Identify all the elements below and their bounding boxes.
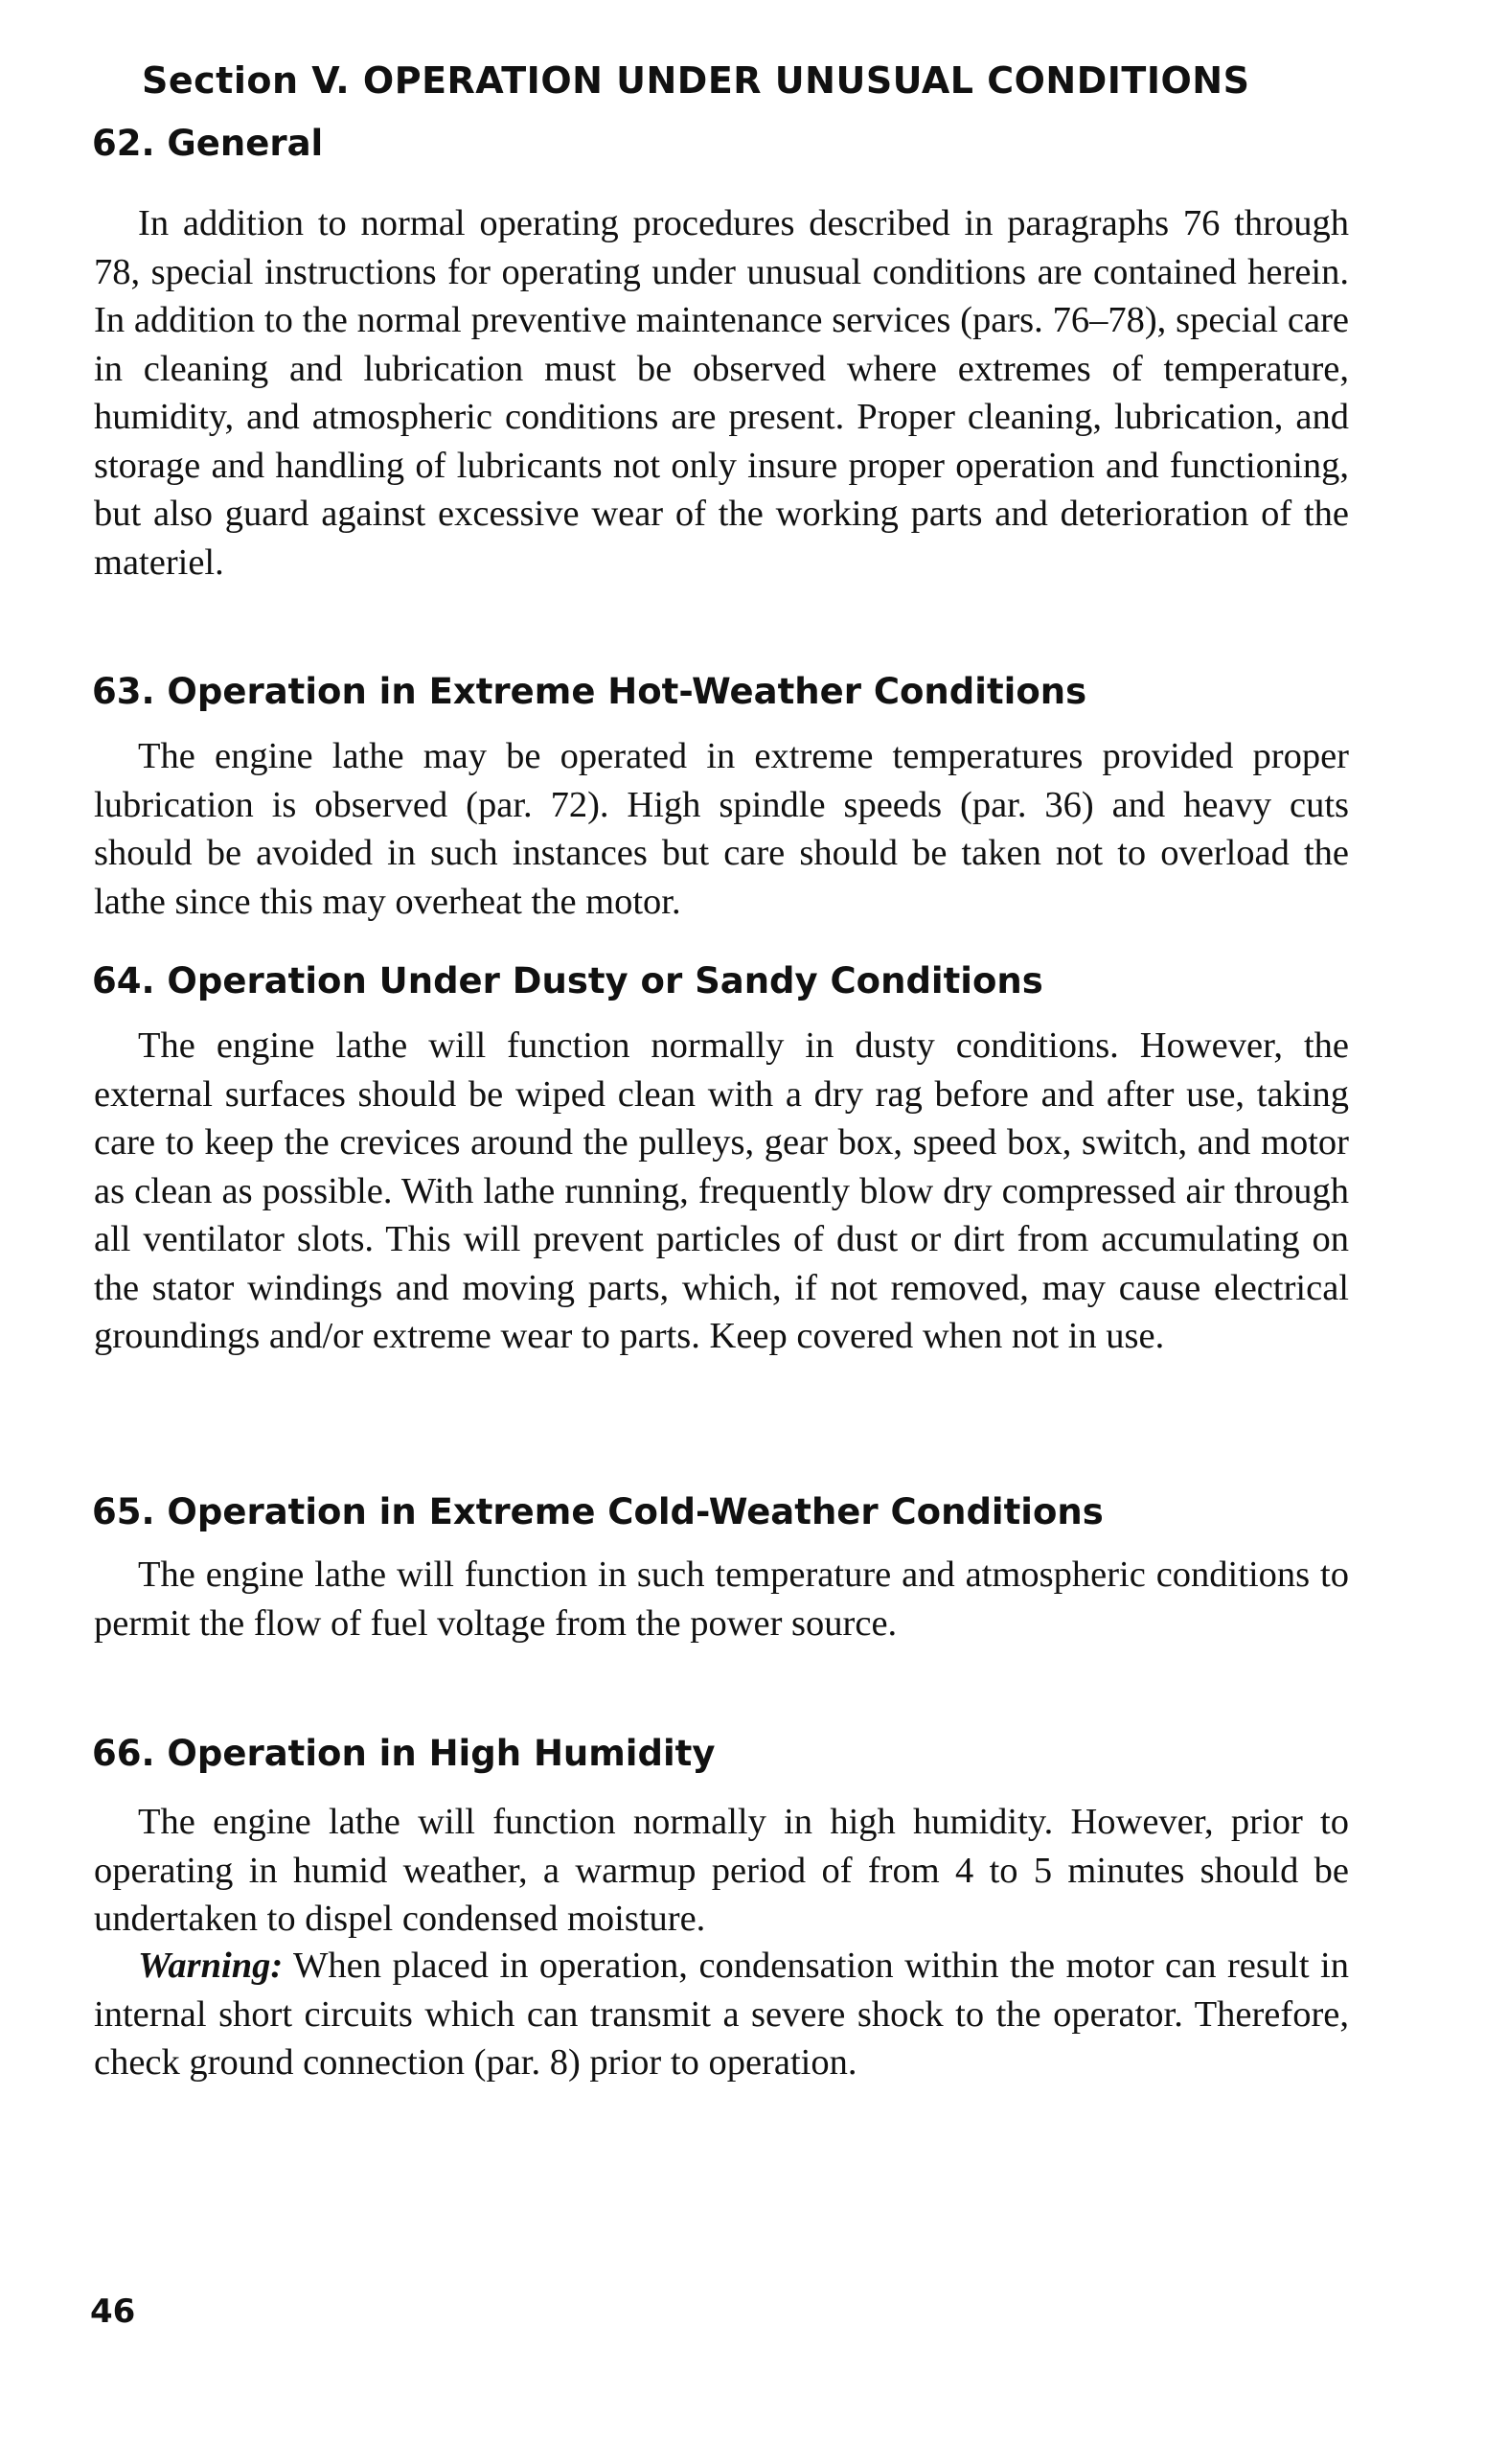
section-title: Section V. OPERATION UNDER UNUSUAL CONDITIONS	[142, 59, 1250, 102]
heading-66-high-humidity: 66. Operation in High Humidity	[92, 1733, 716, 1774]
paragraph-66: The engine lathe will function normally in high humidity. However, prior to operating in humid weather, a warmup period of from 4 to 5 minutes should be undertaken to dispel condensed moisture.	[94, 1802, 1349, 1939]
paragraph-62: In addition to normal operating procedures described in paragraphs 76 through 78, special instructions for operating under unusual conditions are contained herein. In addition to the normal preventive maintenance services (pars. 76–78), special care in cleaning and lubrication must be observed where extremes of temperature, humidity, and atmospheric conditions are present. Proper cleaning, lubrication, and storage and handling of lubricants not only insure proper operation and functioning, but also guard against excessive wear of the working parts and deterioration of the materiel.	[94, 203, 1349, 583]
warning-label: Warning:	[138, 1946, 284, 1986]
heading-62-general: 62. General	[92, 123, 324, 164]
heading-63-hot-weather: 63. Operation in Extreme Hot-Weather Conditions	[92, 671, 1087, 712]
warning-text: When placed in operation, condensation within the motor can result in internal short circuits which can transmit a severe shock to the operator. Therefore, check ground connection (par. 8) prior to operation.	[94, 1946, 1349, 2083]
paragraph-65: The engine lathe will function in such temperature and atmospheric conditions to permit the flow of fuel voltage from the power source.	[94, 1554, 1349, 1644]
paragraph-63: The engine lathe may be operated in extreme temperatures provided proper lubrication is observed (par. 72). High spindle speeds (par. 36) and heavy cuts should be avoided in such instances but care should be taken not to overload the lathe since this may overheat the motor.	[94, 736, 1349, 922]
paragraph-64: The engine lathe will function normally in dusty conditions. However, the external surfaces should be wiped clean with a dry rag before and after use, taking care to keep the crevices around the pulleys, gear box, speed box, switch, and motor as clean as possible. With lathe running, frequently blow dry compressed air through all ventilator slots. This will prevent particles of dust or dirt from accumulating on the stator windings and moving parts, which, if not removed, may cause electrical groundings and/or extreme wear to parts. Keep covered when not in use.	[94, 1025, 1349, 1356]
warning-paragraph	[94, 1942, 1349, 2087]
heading-65-cold-weather: 65. Operation in Extreme Cold-Weather Conditions	[92, 1491, 1104, 1532]
heading-64-dusty-sandy: 64. Operation Under Dusty or Sandy Conditions	[92, 960, 1043, 1002]
page-number: 46	[90, 2292, 136, 2331]
